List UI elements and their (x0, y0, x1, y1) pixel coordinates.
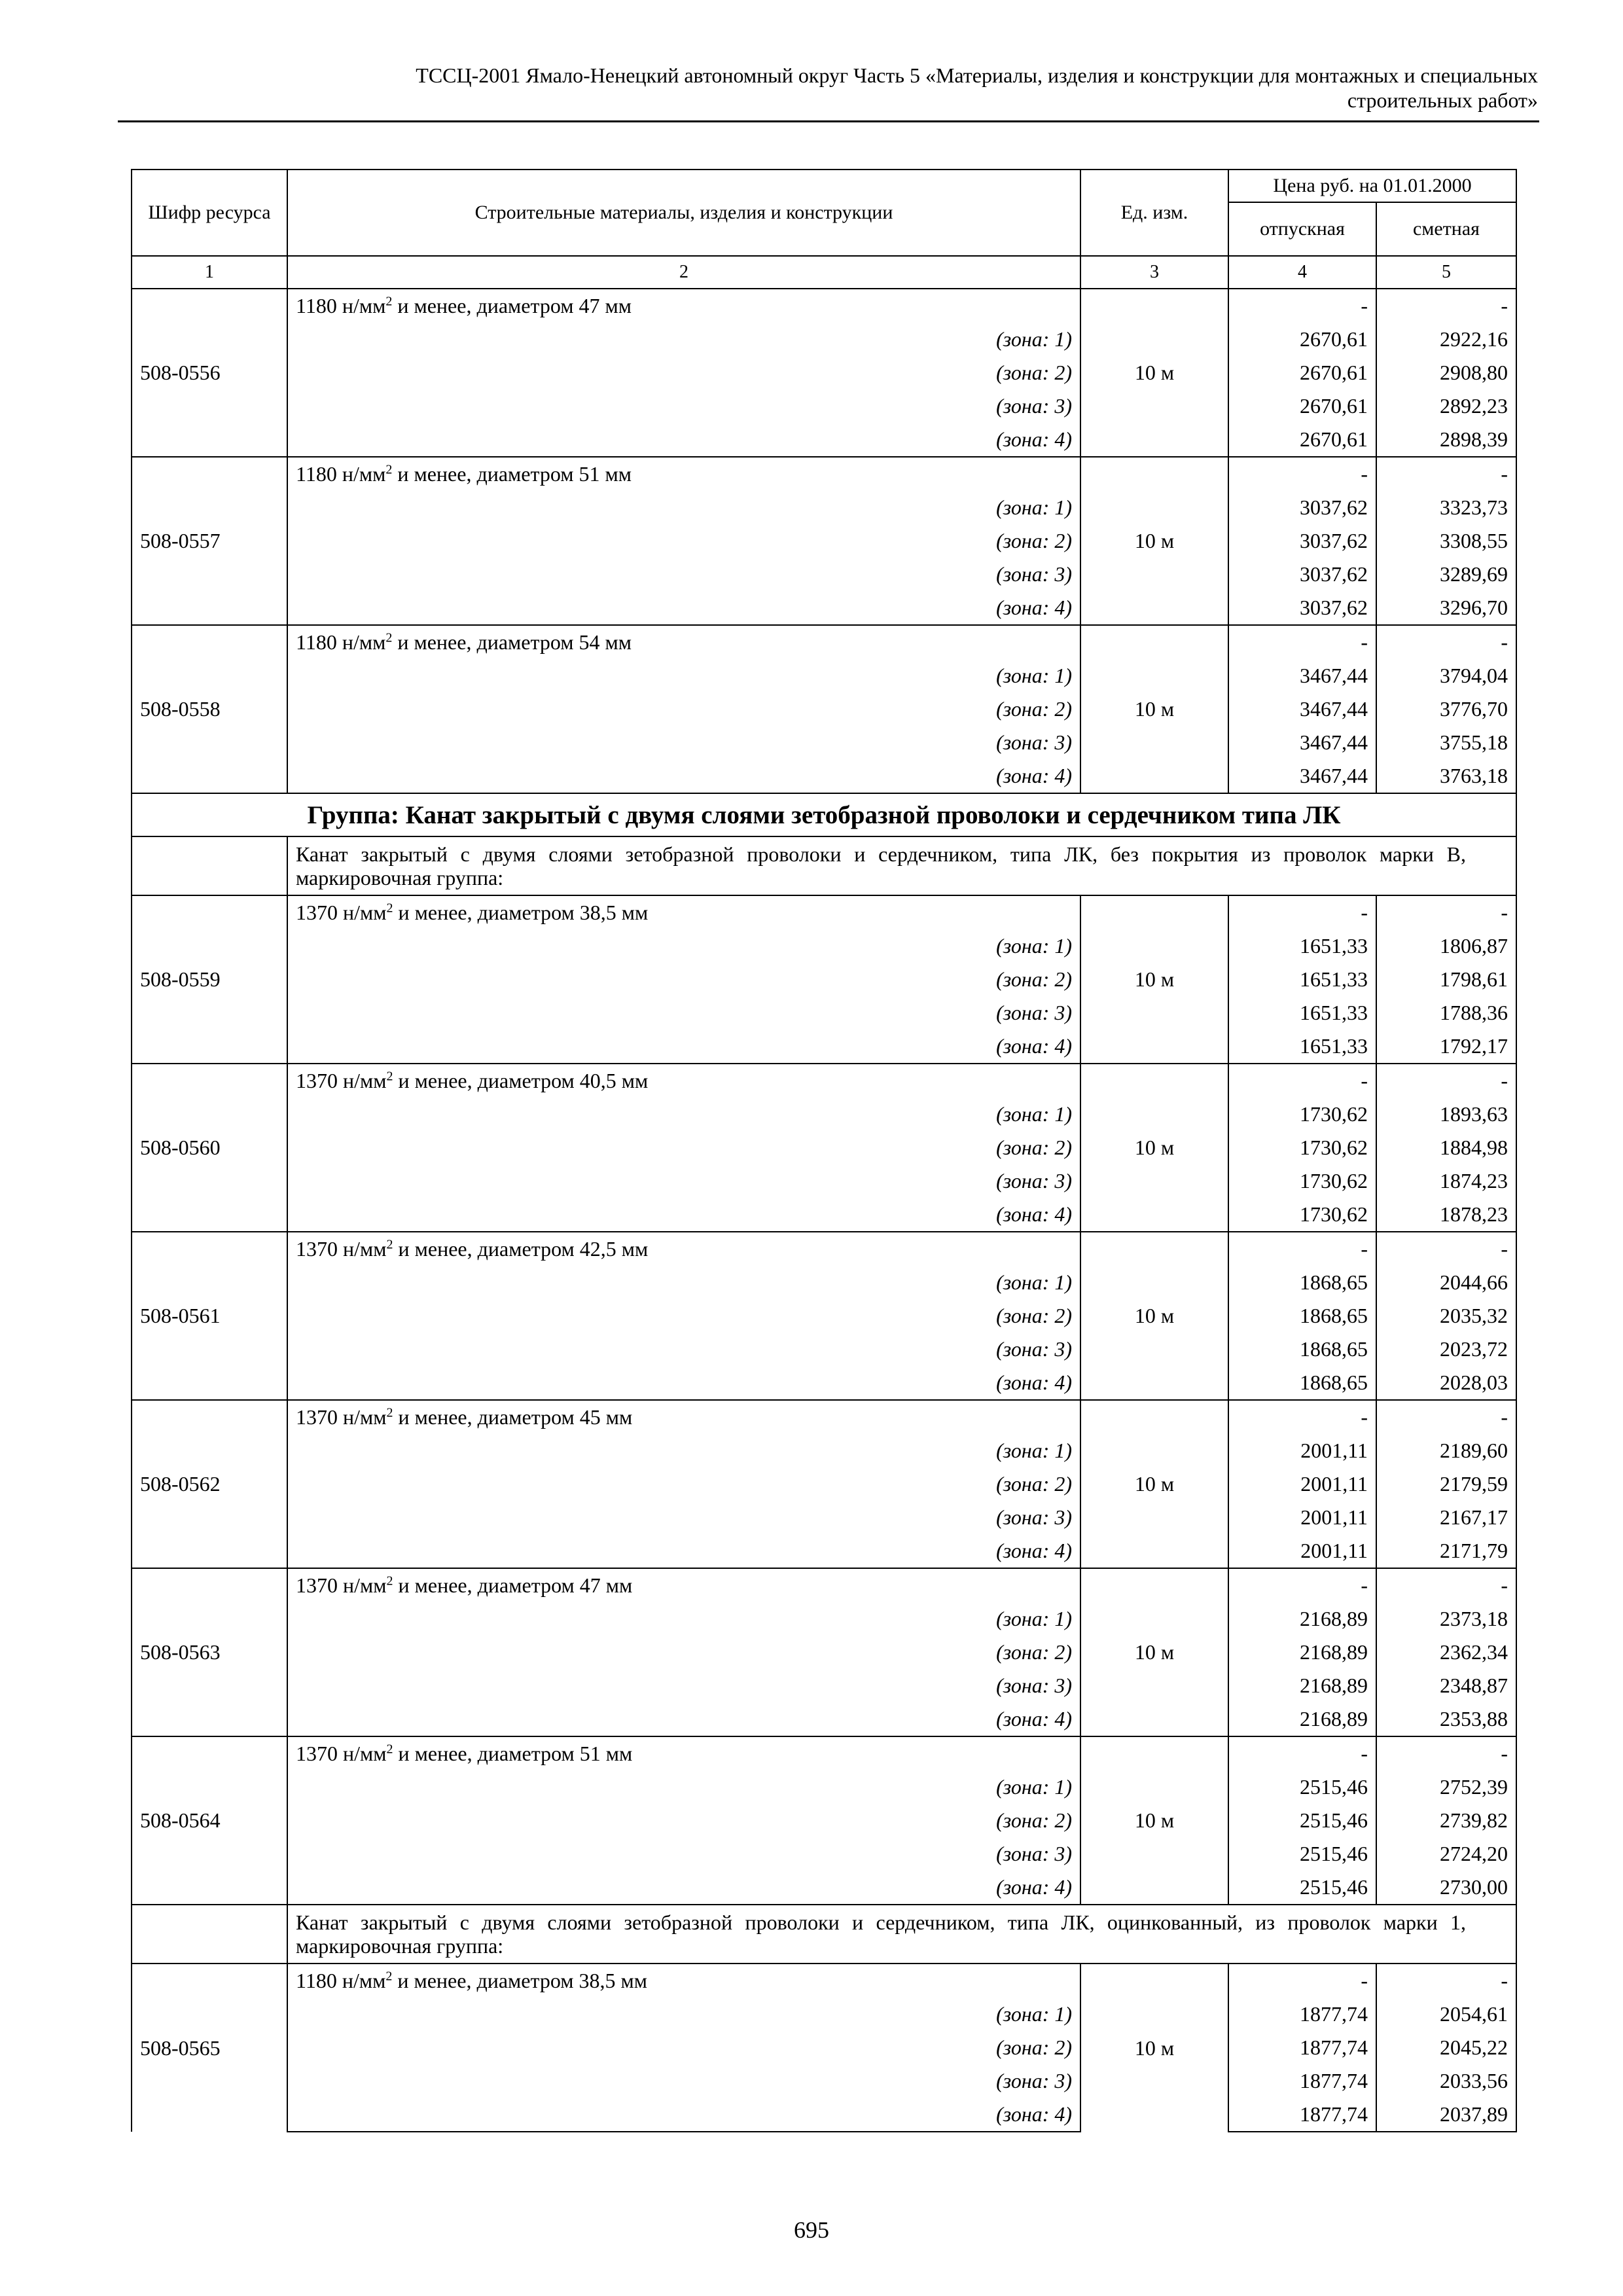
estimate-price: - (1376, 1232, 1516, 1266)
zone-label: (зона: 1) (287, 659, 1080, 692)
estimate-price: 2023,72 (1376, 1333, 1516, 1366)
description-superscript: 2 (386, 1069, 393, 1084)
release-price: 1877,74 (1228, 2098, 1376, 2132)
zone-row (132, 491, 1516, 524)
estimate-price: 1874,23 (1376, 1164, 1516, 1198)
description-tail: и менее, диаметром 47 мм (392, 294, 632, 317)
description-head: 1180 н/мм (296, 294, 386, 317)
zone-row (132, 1266, 1516, 1299)
resource-code: 508-0562 (132, 1400, 287, 1568)
description-head: 1180 н/мм (296, 462, 386, 486)
release-price: 1651,33 (1228, 929, 1376, 963)
estimate-price: - (1376, 625, 1516, 659)
subgroup-description: Канат закрытый с двумя слоями зетобразной проволоки и сердечником, типа ЛК, без покрытия из проволок марки В, маркировочная группа: (287, 836, 1516, 895)
estimate-price: 2171,79 (1376, 1534, 1516, 1568)
zone-row (132, 1770, 1516, 1804)
release-price: 2670,61 (1228, 423, 1376, 457)
zone-row (132, 1098, 1516, 1131)
col-number: 4 (1228, 256, 1376, 289)
zone-label: (зона: 1) (287, 929, 1080, 963)
release-price: 1651,33 (1228, 996, 1376, 1030)
zone-label: (зона: 4) (287, 1198, 1080, 1232)
zone-row (132, 1299, 1516, 1333)
zone-label: (зона: 3) (287, 1164, 1080, 1198)
zone-row (132, 1702, 1516, 1736)
zone-label: (зона: 2) (287, 963, 1080, 996)
release-price: - (1228, 625, 1376, 659)
zone-label: (зона: 1) (287, 491, 1080, 524)
estimate-price: - (1376, 1964, 1516, 1998)
table-row (132, 1568, 1516, 1602)
table-row (132, 457, 1516, 491)
zone-label: (зона: 3) (287, 1501, 1080, 1534)
description-superscript: 2 (385, 294, 393, 309)
description-head: 1370 н/мм (296, 1405, 387, 1429)
unit: 10 м (1080, 457, 1228, 625)
description-head: 1370 н/мм (296, 901, 387, 924)
estimate-price: 2348,87 (1376, 1669, 1516, 1702)
release-price: 2670,61 (1228, 323, 1376, 356)
zone-row (132, 929, 1516, 963)
col-number: 5 (1376, 256, 1516, 289)
release-price: 2168,89 (1228, 1669, 1376, 1702)
estimate-price: 2922,16 (1376, 323, 1516, 356)
zone-label: (зона: 1) (287, 323, 1080, 356)
zone-row (132, 1804, 1516, 1837)
zone-label: (зона: 1) (287, 1770, 1080, 1804)
release-price: - (1228, 1232, 1376, 1266)
zone-row (132, 1998, 1516, 2031)
release-price: - (1228, 457, 1376, 491)
zone-row (132, 1198, 1516, 1232)
zone-row (132, 1366, 1516, 1400)
release-price: - (1228, 895, 1376, 929)
zone-row (132, 2098, 1516, 2132)
estimate-price: 2730,00 (1376, 1871, 1516, 1905)
description-superscript: 2 (386, 901, 393, 916)
zone-row (132, 558, 1516, 591)
unit: 10 м (1080, 1736, 1228, 1905)
zone-label: (зона: 3) (287, 1669, 1080, 1702)
estimate-price: 2054,61 (1376, 1998, 1516, 2031)
col-header-price: Цена руб. на 01.01.2000 (1228, 170, 1516, 202)
release-price: 2001,11 (1228, 1467, 1376, 1501)
column-number-row (132, 256, 1516, 289)
item-description (287, 1736, 1080, 1770)
zone-row (132, 1837, 1516, 1871)
release-price: 3467,44 (1228, 692, 1376, 726)
zone-row (132, 1669, 1516, 1702)
header-line-1: ТССЦ-2001 Ямало-Ненецкий автономный округ Часть 5 «Материалы, изделия и конструкции для монтажных и специальных (416, 63, 1538, 87)
zone-row (132, 1434, 1516, 1467)
zone-row (132, 1164, 1516, 1198)
estimate-price: - (1376, 1736, 1516, 1770)
item-description (287, 1964, 1080, 1998)
resource-code: 508-0561 (132, 1232, 287, 1400)
unit: 10 м (1080, 289, 1228, 457)
zone-label: (зона: 2) (287, 692, 1080, 726)
estimate-price: - (1376, 1400, 1516, 1434)
estimate-price: 1806,87 (1376, 929, 1516, 963)
table-row (132, 1964, 1516, 1998)
resource-code: 508-0557 (132, 457, 287, 625)
zone-row (132, 423, 1516, 457)
estimate-price: 3776,70 (1376, 692, 1516, 726)
zone-label: (зона: 2) (287, 1467, 1080, 1501)
zone-label: (зона: 2) (287, 356, 1080, 389)
zone-label: (зона: 1) (287, 1602, 1080, 1636)
description-superscript: 2 (386, 1405, 393, 1420)
zone-row (132, 1602, 1516, 1636)
zone-label: (зона: 4) (287, 1534, 1080, 1568)
estimate-price: 2362,34 (1376, 1636, 1516, 1669)
zone-label: (зона: 1) (287, 1266, 1080, 1299)
zone-row (132, 759, 1516, 793)
release-price: 2515,46 (1228, 1837, 1376, 1871)
zone-label: (зона: 3) (287, 726, 1080, 759)
zone-row (132, 591, 1516, 625)
release-price: 3467,44 (1228, 759, 1376, 793)
subgroup-row (132, 1905, 1516, 1964)
release-price: 2001,11 (1228, 1501, 1376, 1534)
estimate-price: 2033,56 (1376, 2064, 1516, 2098)
col-header-release: отпускная (1228, 202, 1376, 256)
release-price: 1868,65 (1228, 1366, 1376, 1400)
release-price: - (1228, 1400, 1376, 1434)
zone-row (132, 1871, 1516, 1905)
estimate-price: - (1376, 1568, 1516, 1602)
group-heading-row (132, 793, 1516, 836)
table-row (132, 895, 1516, 929)
release-price: 2670,61 (1228, 356, 1376, 389)
estimate-price: 2179,59 (1376, 1467, 1516, 1501)
estimate-price: 3289,69 (1376, 558, 1516, 591)
resource-code: 508-0560 (132, 1064, 287, 1232)
col-header-unit: Ед. изм. (1080, 170, 1228, 256)
estimate-price: 3308,55 (1376, 524, 1516, 558)
zone-label: (зона: 4) (287, 2098, 1080, 2132)
item-description (287, 457, 1080, 491)
header-line-2: строительных работ» (1347, 88, 1538, 112)
estimate-price: 2892,23 (1376, 389, 1516, 423)
zone-row (132, 1636, 1516, 1669)
estimate-price: 1893,63 (1376, 1098, 1516, 1131)
release-price: 1868,65 (1228, 1299, 1376, 1333)
estimate-price: - (1376, 1064, 1516, 1098)
zone-row (132, 2031, 1516, 2064)
zone-row (132, 1534, 1516, 1568)
release-price: 3037,62 (1228, 524, 1376, 558)
subgroup-description: Канат закрытый с двумя слоями зетобразной проволоки и сердечником, типа ЛК, оцинкованный, из проволок марки 1, маркировочная группа: (287, 1905, 1516, 1964)
description-head: 1370 н/мм (296, 1742, 387, 1765)
estimate-price: 3323,73 (1376, 491, 1516, 524)
description-head: 1370 н/мм (296, 1069, 387, 1092)
estimate-price: 1798,61 (1376, 963, 1516, 996)
zone-label: (зона: 4) (287, 1030, 1080, 1064)
release-price: 3467,44 (1228, 726, 1376, 759)
release-price: - (1228, 289, 1376, 323)
zone-row (132, 1030, 1516, 1064)
description-head: 1180 н/мм (296, 1969, 386, 1992)
estimate-price: 1788,36 (1376, 996, 1516, 1030)
zone-label: (зона: 1) (287, 1098, 1080, 1131)
estimate-price: 3763,18 (1376, 759, 1516, 793)
description-tail: и менее, диаметром 54 мм (392, 630, 632, 654)
table-row (132, 1232, 1516, 1266)
zone-label: (зона: 4) (287, 423, 1080, 457)
subgroup-row (132, 836, 1516, 895)
zone-label: (зона: 1) (287, 1998, 1080, 2031)
item-description (287, 895, 1080, 929)
zone-row (132, 996, 1516, 1030)
description-tail: и менее, диаметром 38,5 мм (393, 901, 649, 924)
estimate-price: 2189,60 (1376, 1434, 1516, 1467)
zone-label: (зона: 4) (287, 1702, 1080, 1736)
estimate-price: 2167,17 (1376, 1501, 1516, 1534)
zone-label: (зона: 4) (287, 591, 1080, 625)
zone-label: (зона: 3) (287, 2064, 1080, 2098)
resource-code: 508-0558 (132, 625, 287, 793)
description-head: 1180 н/мм (296, 630, 386, 654)
zone-row (132, 356, 1516, 389)
estimate-price: 3296,70 (1376, 591, 1516, 625)
estimate-price: 2373,18 (1376, 1602, 1516, 1636)
estimate-price: 3794,04 (1376, 659, 1516, 692)
resource-code: 508-0559 (132, 895, 287, 1064)
resource-code: 508-0565 (132, 1964, 287, 2132)
header-rule (118, 120, 1539, 122)
description-superscript: 2 (385, 462, 393, 477)
zone-label: (зона: 3) (287, 558, 1080, 591)
zone-label: (зона: 4) (287, 1871, 1080, 1905)
release-price: 1730,62 (1228, 1198, 1376, 1232)
description-tail: и менее, диаметром 42,5 мм (393, 1237, 649, 1261)
release-price: 2515,46 (1228, 1804, 1376, 1837)
unit: 10 м (1080, 1064, 1228, 1232)
release-price: - (1228, 1964, 1376, 1998)
item-description (287, 625, 1080, 659)
col-header-estimate: сметная (1376, 202, 1516, 256)
table-row (132, 1736, 1516, 1770)
price-table (131, 169, 1517, 2132)
col-number: 2 (287, 256, 1080, 289)
release-price: - (1228, 1736, 1376, 1770)
empty-cell (132, 1905, 287, 1964)
unit: 10 м (1080, 1568, 1228, 1736)
table-body (132, 289, 1516, 2132)
zone-label: (зона: 2) (287, 1299, 1080, 1333)
estimate-price: 2045,22 (1376, 2031, 1516, 2064)
zone-label: (зона: 4) (287, 759, 1080, 793)
zone-label: (зона: 2) (287, 1636, 1080, 1669)
estimate-price: - (1376, 895, 1516, 929)
zone-label: (зона: 2) (287, 2031, 1080, 2064)
zone-row (132, 389, 1516, 423)
zone-label: (зона: 2) (287, 1131, 1080, 1164)
estimate-price: 1878,23 (1376, 1198, 1516, 1232)
estimate-price: 2739,82 (1376, 1804, 1516, 1837)
release-price: 1877,74 (1228, 1998, 1376, 2031)
table-row (132, 289, 1516, 323)
unit: 10 м (1080, 895, 1228, 1064)
unit: 10 м (1080, 1400, 1228, 1568)
page-number: 695 (794, 2217, 829, 2243)
release-price: 1868,65 (1228, 1333, 1376, 1366)
table-row (132, 625, 1516, 659)
description-superscript: 2 (385, 630, 393, 645)
estimate-price: 2353,88 (1376, 1702, 1516, 1736)
release-price: 3467,44 (1228, 659, 1376, 692)
description-superscript: 2 (385, 1969, 393, 1984)
estimate-price: 3755,18 (1376, 726, 1516, 759)
release-price: 3037,62 (1228, 491, 1376, 524)
table-row (132, 1064, 1516, 1098)
zone-row (132, 1501, 1516, 1534)
release-price: 1868,65 (1228, 1266, 1376, 1299)
zone-row (132, 1467, 1516, 1501)
estimate-price: 2898,39 (1376, 423, 1516, 457)
release-price: 1651,33 (1228, 1030, 1376, 1064)
release-price: 1730,62 (1228, 1131, 1376, 1164)
release-price: 2515,46 (1228, 1871, 1376, 1905)
item-description (287, 1064, 1080, 1098)
col-number: 1 (132, 256, 287, 289)
release-price: 3037,62 (1228, 558, 1376, 591)
estimate-price: 1884,98 (1376, 1131, 1516, 1164)
release-price: 2515,46 (1228, 1770, 1376, 1804)
release-price: 2001,11 (1228, 1434, 1376, 1467)
description-tail: и менее, диаметром 45 мм (393, 1405, 633, 1429)
estimate-price: - (1376, 457, 1516, 491)
estimate-price: - (1376, 289, 1516, 323)
release-price: 3037,62 (1228, 591, 1376, 625)
release-price: 1730,62 (1228, 1098, 1376, 1131)
release-price: 1651,33 (1228, 963, 1376, 996)
unit: 10 м (1080, 1964, 1228, 2132)
description-head: 1370 н/мм (296, 1573, 387, 1597)
description-tail: и менее, диаметром 40,5 мм (393, 1069, 649, 1092)
group-heading: Группа: Канат закрытый с двумя слоями зетобразной проволоки и сердечником типа ЛК (132, 793, 1516, 836)
resource-code: 508-0563 (132, 1568, 287, 1736)
description-tail: и менее, диаметром 51 мм (393, 1742, 633, 1765)
item-description (287, 289, 1080, 323)
release-price: 2168,89 (1228, 1702, 1376, 1736)
table-row (132, 1400, 1516, 1434)
estimate-price: 2028,03 (1376, 1366, 1516, 1400)
empty-cell (132, 836, 287, 895)
estimate-price: 2044,66 (1376, 1266, 1516, 1299)
description-superscript: 2 (386, 1742, 393, 1757)
estimate-price: 2908,80 (1376, 356, 1516, 389)
zone-label: (зона: 3) (287, 1333, 1080, 1366)
zone-row (132, 963, 1516, 996)
zone-label: (зона: 1) (287, 1434, 1080, 1467)
description-superscript: 2 (386, 1573, 393, 1588)
zone-row (132, 726, 1516, 759)
release-price: - (1228, 1568, 1376, 1602)
item-description (287, 1232, 1080, 1266)
zone-label: (зона: 2) (287, 524, 1080, 558)
description-head: 1370 н/мм (296, 1237, 387, 1261)
release-price: - (1228, 1064, 1376, 1098)
estimate-price: 2035,32 (1376, 1299, 1516, 1333)
description-tail: и менее, диаметром 47 мм (393, 1573, 633, 1597)
estimate-price: 2037,89 (1376, 2098, 1516, 2132)
col-number: 3 (1080, 256, 1228, 289)
estimate-price: 1792,17 (1376, 1030, 1516, 1064)
release-price: 2168,89 (1228, 1602, 1376, 1636)
release-price: 2168,89 (1228, 1636, 1376, 1669)
zone-row (132, 524, 1516, 558)
unit: 10 м (1080, 625, 1228, 793)
col-header-name: Строительные материалы, изделия и конструкции (287, 170, 1080, 256)
page-header (118, 63, 1538, 113)
description-tail: и менее, диаметром 38,5 мм (392, 1969, 648, 1992)
item-description (287, 1568, 1080, 1602)
zone-row (132, 659, 1516, 692)
description-superscript: 2 (386, 1237, 393, 1252)
col-header-code: Шифр ресурса (132, 170, 287, 256)
zone-row (132, 323, 1516, 356)
zone-row (132, 1131, 1516, 1164)
unit: 10 м (1080, 1232, 1228, 1400)
item-description (287, 1400, 1080, 1434)
zone-label: (зона: 4) (287, 1366, 1080, 1400)
release-price: 1877,74 (1228, 2064, 1376, 2098)
estimate-price: 2752,39 (1376, 1770, 1516, 1804)
zone-label: (зона: 3) (287, 996, 1080, 1030)
zone-row (132, 1333, 1516, 1366)
zone-label: (зона: 3) (287, 389, 1080, 423)
release-price: 1730,62 (1228, 1164, 1376, 1198)
release-price: 2670,61 (1228, 389, 1376, 423)
release-price: 2001,11 (1228, 1534, 1376, 1568)
estimate-price: 2724,20 (1376, 1837, 1516, 1871)
zone-label: (зона: 3) (287, 1837, 1080, 1871)
resource-code: 508-0564 (132, 1736, 287, 1905)
zone-row (132, 2064, 1516, 2098)
resource-code: 508-0556 (132, 289, 287, 457)
zone-label: (зона: 2) (287, 1804, 1080, 1837)
release-price: 1877,74 (1228, 2031, 1376, 2064)
zone-row (132, 692, 1516, 726)
description-tail: и менее, диаметром 51 мм (392, 462, 632, 486)
